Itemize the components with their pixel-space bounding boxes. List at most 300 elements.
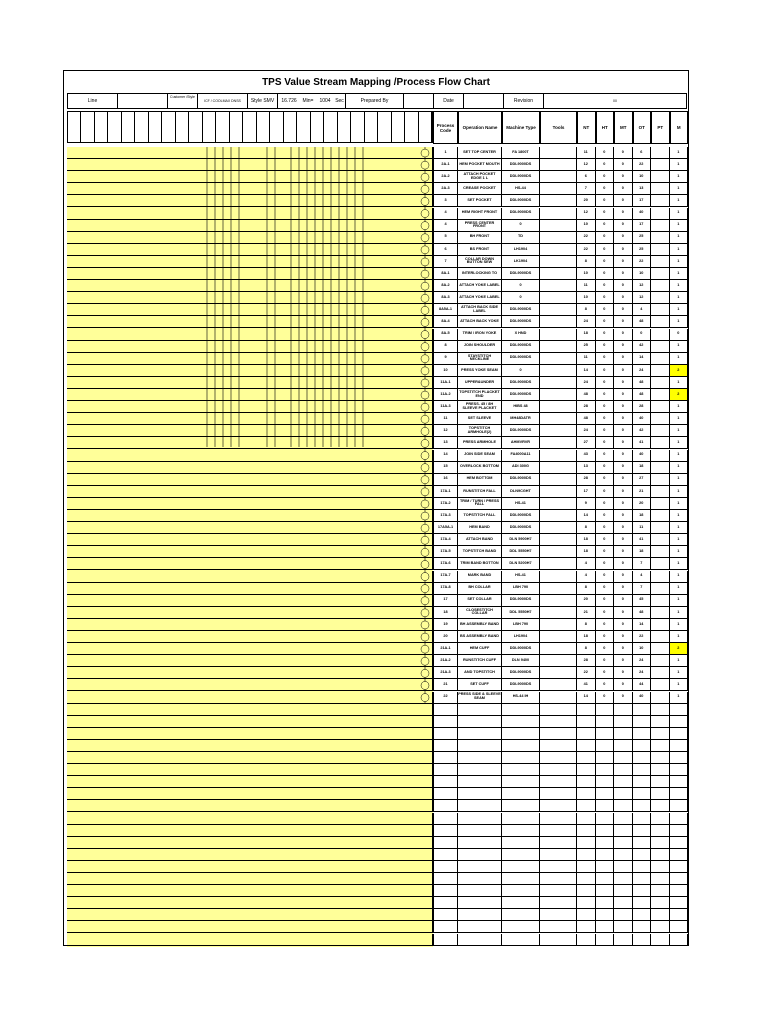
- table-cell-pt: [651, 861, 670, 873]
- table-cell-pt: [651, 389, 670, 401]
- table-row: [433, 643, 688, 655]
- table-cell-pt: [651, 813, 670, 825]
- table-cell-tools: [540, 522, 577, 534]
- table-cell-nt: [577, 716, 596, 728]
- table-row: [433, 897, 688, 909]
- table-cell-ot: 48: [633, 316, 652, 328]
- table-cell-pt: [651, 450, 670, 462]
- table-cell-pt: [651, 740, 670, 752]
- table-cell-m: 1: [670, 280, 689, 292]
- table-cell-ot: [633, 873, 652, 885]
- table-cell-pt: [651, 268, 670, 280]
- customer-value: ICF / COOLMAX DNSS: [198, 94, 248, 108]
- table-cell-mt: 0: [614, 377, 633, 389]
- table-row: [433, 304, 688, 316]
- table-cell-machine: DDL9000DS: [502, 268, 540, 280]
- table-cell-op: BH ASSEMBLY BAND: [458, 619, 502, 631]
- table-cell-mt: [614, 764, 633, 776]
- table-cell-ot: 18: [633, 510, 652, 522]
- table-cell-code: 8A5A-1: [433, 304, 458, 316]
- operation-column-header: [297, 112, 310, 142]
- process-node: [421, 427, 429, 435]
- process-node: [421, 185, 429, 193]
- table-cell-m: 2: [670, 365, 689, 377]
- table-cell-op: TRIM BAND BOTTON: [458, 558, 502, 570]
- table-cell-ot: 48: [633, 389, 652, 401]
- process-node: [421, 560, 429, 568]
- table-cell-m: 1: [670, 486, 689, 498]
- table-cell-op: BH FRONT: [458, 232, 502, 244]
- table-cell-code: 8A-1: [433, 268, 458, 280]
- operation-column-header: [95, 112, 108, 142]
- table-cell-nt: 11: [577, 353, 596, 365]
- table-cell-nt: 14: [577, 692, 596, 704]
- table-cell-pt: [651, 316, 670, 328]
- table-cell-pt: [651, 208, 670, 220]
- table-cell-tools: [540, 631, 577, 643]
- process-node: [421, 343, 429, 351]
- operation-column-header: [392, 112, 405, 142]
- table-cell-nt: 28: [577, 401, 596, 413]
- table-cell-tools: [540, 195, 577, 207]
- table-cell-machine: DDL9000DS: [502, 522, 540, 534]
- table-cell-tools: [540, 667, 577, 679]
- table-row: [433, 704, 688, 716]
- table-cell-mt: 0: [614, 474, 633, 486]
- process-node: [421, 331, 429, 339]
- table-cell-code: 17A-6: [433, 558, 458, 570]
- table-cell-m: 1: [670, 377, 689, 389]
- table-cell-tools: [540, 316, 577, 328]
- table-cell-op: [458, 752, 502, 764]
- table-cell-ot: [633, 752, 652, 764]
- table-cell-code: 10: [433, 365, 458, 377]
- table-cell-m: 1: [670, 256, 689, 268]
- table-cell-tools: [540, 740, 577, 752]
- table-cell-nt: [577, 764, 596, 776]
- table-cell-mt: [614, 752, 633, 764]
- table-cell-code: 17A-5: [433, 546, 458, 558]
- table-cell-ht: 0: [596, 486, 615, 498]
- table-cell-code: 7: [433, 256, 458, 268]
- table-cell-tools: [540, 909, 577, 921]
- ot-header: OT: [633, 111, 652, 144]
- table-cell-pt: [651, 571, 670, 583]
- table-row: [433, 232, 688, 244]
- operation-column-header: [378, 112, 391, 142]
- table-cell-tools: [540, 147, 577, 159]
- table-row: [433, 510, 688, 522]
- table-cell-mt: 0: [614, 159, 633, 171]
- table-cell-ot: 40: [633, 208, 652, 220]
- table-cell-tools: [540, 861, 577, 873]
- table-cell-m: 0: [670, 329, 689, 341]
- table-cell-ht: [596, 921, 615, 933]
- table-cell-tools: [540, 365, 577, 377]
- table-cell-tools: [540, 329, 577, 341]
- table-row: [433, 244, 688, 256]
- table-cell-nt: 4: [577, 558, 596, 570]
- table-cell-mt: 0: [614, 195, 633, 207]
- table-cell-nt: 20: [577, 595, 596, 607]
- table-cell-ot: 42: [633, 425, 652, 437]
- table-cell-m: 1: [670, 195, 689, 207]
- table-cell-op: OVERLOCK BOTTOM: [458, 462, 502, 474]
- process-node: [421, 452, 429, 460]
- table-cell-op: TOPSTITCH PLACKET END: [458, 389, 502, 401]
- process-node: [421, 439, 429, 447]
- table-cell-nt: [577, 776, 596, 788]
- m-header: M: [670, 111, 689, 144]
- table-row: [433, 147, 688, 159]
- table-cell-tools: [540, 232, 577, 244]
- table-cell-mt: [614, 934, 633, 946]
- table-cell-op: [458, 788, 502, 800]
- table-cell-tools: [540, 534, 577, 546]
- process-node: [421, 246, 429, 254]
- table-cell-op: COLLAR DOWN BUTTON SEW: [458, 256, 502, 268]
- table-cell-code: [433, 800, 458, 812]
- table-cell-tools: [540, 377, 577, 389]
- process-node: [421, 258, 429, 266]
- table-row: [433, 921, 688, 933]
- table-cell-op: SET CUFF: [458, 679, 502, 691]
- table-cell-op: BS FRONT: [458, 244, 502, 256]
- process-node: [421, 161, 429, 169]
- table-cell-op: MARK BAND: [458, 571, 502, 583]
- table-cell-m: 1: [670, 220, 689, 232]
- table-cell-m: [670, 776, 689, 788]
- table-cell-op: [458, 873, 502, 885]
- table-cell-nt: 24: [577, 377, 596, 389]
- table-cell-nt: 27: [577, 437, 596, 449]
- table-cell-nt: 8: [577, 583, 596, 595]
- table-cell-nt: [577, 909, 596, 921]
- table-cell-mt: 0: [614, 171, 633, 183]
- table-cell-op: [458, 897, 502, 909]
- process-node: [421, 210, 429, 218]
- line-value[interactable]: [118, 94, 168, 108]
- table-cell-pt: [651, 195, 670, 207]
- table-cell-tools: [540, 813, 577, 825]
- min-label: Min=: [302, 98, 314, 104]
- table-cell-mt: 0: [614, 619, 633, 631]
- table-cell-nt: 13: [577, 462, 596, 474]
- date-value[interactable]: [464, 94, 504, 108]
- table-cell-machine: [502, 934, 540, 946]
- table-cell-mt: 0: [614, 583, 633, 595]
- table-cell-ht: 0: [596, 365, 615, 377]
- operation-name-header: Operation Name: [458, 111, 502, 144]
- table-cell-tools: [540, 728, 577, 740]
- table-cell-op: TOPSTITCH ARMHOLE(2): [458, 425, 502, 437]
- table-cell-op: [458, 825, 502, 837]
- table-cell-code: [433, 861, 458, 873]
- table-cell-ht: [596, 752, 615, 764]
- table-cell-m: 1: [670, 353, 689, 365]
- table-cell-op: TRIM / IRON YOKE: [458, 329, 502, 341]
- process-node: [421, 609, 429, 617]
- table-cell-tools: [540, 897, 577, 909]
- table-row: [433, 329, 688, 341]
- table-cell-ht: 0: [596, 667, 615, 679]
- table-cell-m: 1: [670, 619, 689, 631]
- table-cell-ot: 28: [633, 401, 652, 413]
- table-cell-m: 1: [670, 546, 689, 558]
- table-cell-machine: LBH 790: [502, 619, 540, 631]
- table-cell-ot: 44: [633, 679, 652, 691]
- table-cell-m: [670, 849, 689, 861]
- table-cell-m: [670, 716, 689, 728]
- operation-column-header: [419, 112, 432, 142]
- table-cell-m: [670, 800, 689, 812]
- table-cell-tools: [540, 292, 577, 304]
- table-cell-ht: 0: [596, 583, 615, 595]
- process-node: [421, 645, 429, 653]
- table-cell-machine: DDL9000DS: [502, 667, 540, 679]
- prepared-by-value[interactable]: [404, 94, 434, 108]
- table-cell-op: RUNSTITCH CUFF: [458, 655, 502, 667]
- table-cell-tools: [540, 752, 577, 764]
- table-cell-ht: 0: [596, 425, 615, 437]
- table-cell-mt: 0: [614, 692, 633, 704]
- table-cell-nt: 7: [577, 183, 596, 195]
- table-cell-m: 1: [670, 425, 689, 437]
- table-cell-nt: 25: [577, 341, 596, 353]
- table-cell-mt: [614, 897, 633, 909]
- table-cell-code: 21A-2: [433, 655, 458, 667]
- table-cell-ht: [596, 861, 615, 873]
- operation-column-header: [243, 112, 256, 142]
- table-cell-ot: 24: [633, 365, 652, 377]
- table-cell-m: [670, 861, 689, 873]
- table-cell-nt: 28: [577, 474, 596, 486]
- table-cell-code: 2A-2: [433, 171, 458, 183]
- table-cell-ot: 12: [633, 280, 652, 292]
- process-node: [421, 597, 429, 605]
- flow-grid-row: [67, 825, 433, 837]
- table-cell-ht: 0: [596, 522, 615, 534]
- table-row: [433, 341, 688, 353]
- table-cell-mt: 0: [614, 413, 633, 425]
- flow-chart-sheet: [63, 70, 689, 946]
- table-cell-mt: 0: [614, 183, 633, 195]
- process-node: [421, 476, 429, 484]
- table-cell-tools: [540, 280, 577, 292]
- table-cell-code: 4: [433, 220, 458, 232]
- table-cell-machine: DDL9000DS: [502, 195, 540, 207]
- table-cell-mt: 0: [614, 546, 633, 558]
- table-cell-mt: 0: [614, 329, 633, 341]
- nt-header: NT: [577, 111, 596, 144]
- table-cell-mt: 0: [614, 341, 633, 353]
- table-cell-pt: [651, 159, 670, 171]
- process-node: [421, 585, 429, 593]
- table-cell-machine: LK1904: [502, 256, 540, 268]
- table-cell-code: 5: [433, 232, 458, 244]
- operation-column-header: [324, 112, 337, 142]
- table-cell-code: [433, 788, 458, 800]
- table-cell-mt: 0: [614, 304, 633, 316]
- table-cell-nt: [577, 873, 596, 885]
- table-cell-pt: [651, 776, 670, 788]
- table-cell-tools: [540, 425, 577, 437]
- table-cell-nt: [577, 704, 596, 716]
- table-cell-ot: 4: [633, 571, 652, 583]
- table-cell-mt: 0: [614, 208, 633, 220]
- table-cell-ht: 0: [596, 607, 615, 619]
- page-title: TPS Value Stream Mapping /Process Flow Chart: [262, 77, 490, 88]
- table-cell-ot: 20: [633, 498, 652, 510]
- table-row: [433, 268, 688, 280]
- table-cell-m: 1: [670, 147, 689, 159]
- table-cell-pt: [651, 341, 670, 353]
- table-cell-pt: [651, 764, 670, 776]
- table-cell-machine: DDL9000DS: [502, 316, 540, 328]
- operation-column-header: [257, 112, 270, 142]
- table-cell-mt: [614, 885, 633, 897]
- table-row: [433, 619, 688, 631]
- process-node: [421, 536, 429, 544]
- table-cell-op: [458, 849, 502, 861]
- table-cell-pt: [651, 885, 670, 897]
- table-cell-ot: 10: [633, 171, 652, 183]
- table-cell-nt: [577, 885, 596, 897]
- table-cell-m: 2: [670, 389, 689, 401]
- table-cell-machine: DDL9000DS: [502, 510, 540, 522]
- table-cell-code: [433, 776, 458, 788]
- table-cell-op: [458, 728, 502, 740]
- table-cell-tools: [540, 341, 577, 353]
- table-cell-tools: [540, 607, 577, 619]
- table-cell-op: [458, 909, 502, 921]
- table-cell-ot: 10: [633, 268, 652, 280]
- table-cell-ot: 41: [633, 437, 652, 449]
- table-cell-pt: [651, 171, 670, 183]
- table-cell-machine: HS-41: [502, 571, 540, 583]
- table-cell-ht: [596, 704, 615, 716]
- table-cell-tools: [540, 450, 577, 462]
- table-cell-m: 1: [670, 522, 689, 534]
- table-cell-tools: [540, 256, 577, 268]
- table-cell-machine: DDL9000DS: [502, 341, 540, 353]
- table-cell-m: 1: [670, 413, 689, 425]
- table-cell-mt: [614, 873, 633, 885]
- table-cell-tools: [540, 474, 577, 486]
- table-cell-code: [433, 728, 458, 740]
- table-cell-pt: [651, 377, 670, 389]
- process-node: [421, 512, 429, 520]
- table-cell-pt: [651, 413, 670, 425]
- table-cell-mt: [614, 776, 633, 788]
- table-cell-code: 8A-3: [433, 292, 458, 304]
- operation-column-header: [81, 112, 94, 142]
- table-cell-machine: [502, 921, 540, 933]
- table-cell-mt: 0: [614, 558, 633, 570]
- process-node: [421, 694, 429, 702]
- table-cell-ht: 0: [596, 619, 615, 631]
- table-row: [433, 486, 688, 498]
- table-cell-code: 11A-3: [433, 401, 458, 413]
- table-cell-op: SET TOP CENTER: [458, 147, 502, 159]
- operation-column-header: [203, 112, 216, 142]
- table-cell-tools: [540, 837, 577, 849]
- table-cell-machine: DDL9000DS: [502, 171, 540, 183]
- table-cell-op: ATTACH BAND: [458, 534, 502, 546]
- table-cell-ht: [596, 885, 615, 897]
- prepared-by-label: Prepared By: [346, 94, 404, 108]
- flow-grid-row: [67, 934, 433, 946]
- table-cell-machine: [502, 704, 540, 716]
- table-cell-tools: [540, 389, 577, 401]
- table-cell-ot: 18: [633, 546, 652, 558]
- table-cell-ot: 24: [633, 655, 652, 667]
- table-cell-machine: [502, 873, 540, 885]
- table-cell-pt: [651, 837, 670, 849]
- table-cell-nt: [577, 800, 596, 812]
- table-cell-ht: 0: [596, 268, 615, 280]
- table-cell-pt: [651, 280, 670, 292]
- table-cell-nt: 48: [577, 389, 596, 401]
- table-row: [433, 655, 688, 667]
- process-node: [421, 573, 429, 581]
- table-row: [433, 716, 688, 728]
- table-cell-mt: [614, 909, 633, 921]
- table-cell-mt: [614, 704, 633, 716]
- table-cell-ht: [596, 873, 615, 885]
- flow-grid-row: [67, 849, 433, 861]
- table-cell-pt: [651, 558, 670, 570]
- table-cell-nt: [577, 897, 596, 909]
- table-cell-code: [433, 934, 458, 946]
- table-cell-ht: 0: [596, 413, 615, 425]
- table-cell-op: CLOSESTITCH COLLAR: [458, 607, 502, 619]
- operation-column-header: [108, 112, 121, 142]
- table-cell-nt: [577, 921, 596, 933]
- table-cell-pt: [651, 873, 670, 885]
- table-cell-code: 2A-3: [433, 183, 458, 195]
- table-cell-mt: 0: [614, 280, 633, 292]
- table-cell-code: 8A-4: [433, 316, 458, 328]
- table-cell-mt: 0: [614, 232, 633, 244]
- operation-column-header: [351, 112, 364, 142]
- table-cell-tools: [540, 583, 577, 595]
- flow-grid-row: [67, 909, 433, 921]
- table-cell-mt: 0: [614, 595, 633, 607]
- table-cell-ot: 22: [633, 631, 652, 643]
- process-node: [421, 197, 429, 205]
- table-cell-pt: [651, 752, 670, 764]
- table-cell-machine: [502, 849, 540, 861]
- table-cell-op: PRESS CENTER FRONT: [458, 220, 502, 232]
- operation-column-header: [230, 112, 243, 142]
- table-cell-ot: [633, 861, 652, 873]
- table-cell-machine: [502, 861, 540, 873]
- table-cell-tools: [540, 825, 577, 837]
- table-cell-tools: [540, 776, 577, 788]
- table-cell-ot: 25: [633, 232, 652, 244]
- table-cell-pt: [651, 655, 670, 667]
- table-cell-pt: [651, 256, 670, 268]
- process-node: [421, 391, 429, 399]
- table-cell-ht: [596, 813, 615, 825]
- table-cell-ht: 0: [596, 220, 615, 232]
- table-cell-pt: [651, 643, 670, 655]
- table-cell-op: TOPSTITCH BAND: [458, 546, 502, 558]
- table-cell-pt: [651, 595, 670, 607]
- table-cell-nt: 24: [577, 425, 596, 437]
- table-cell-pt: [651, 474, 670, 486]
